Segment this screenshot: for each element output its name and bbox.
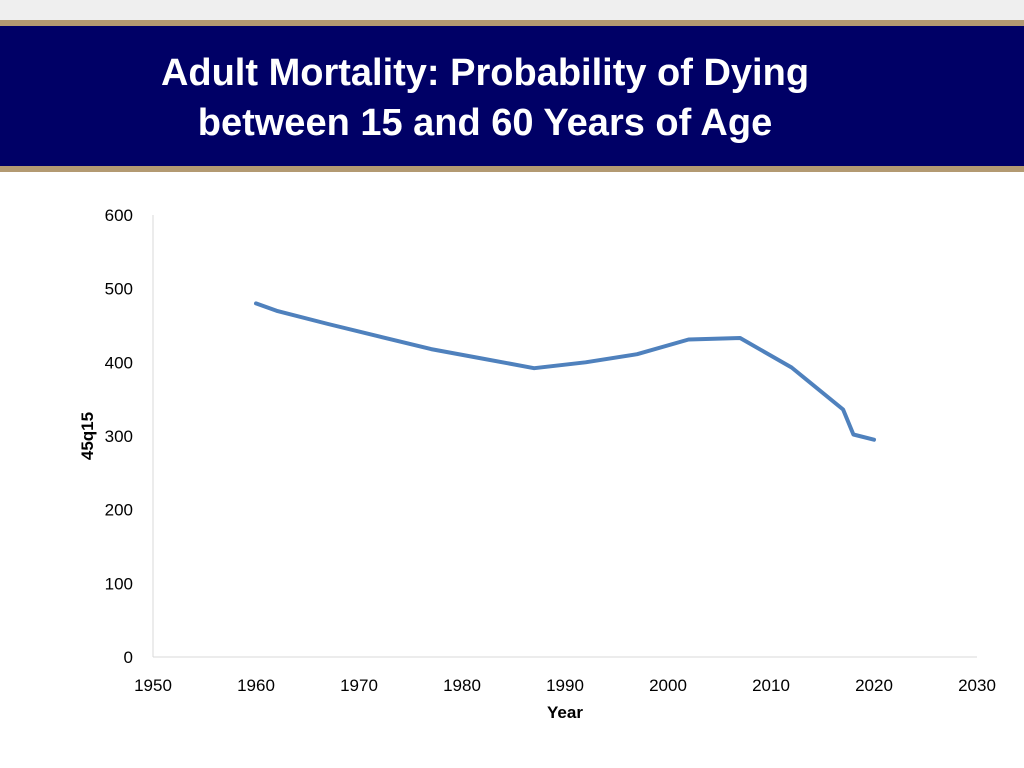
series-line bbox=[256, 303, 874, 439]
x-axis-title: Year bbox=[547, 703, 583, 722]
chart-ticks bbox=[105, 206, 996, 695]
x-tick-label: 2000 bbox=[649, 676, 687, 695]
y-tick-label: 300 bbox=[104, 427, 133, 446]
x-tick-label: 1960 bbox=[237, 676, 275, 695]
x-tick-label: 1950 bbox=[134, 676, 172, 695]
x-tick-label: 1980 bbox=[443, 676, 481, 695]
y-tick-label: 600 bbox=[104, 206, 133, 225]
y-tick-label: 0 bbox=[123, 648, 133, 667]
x-tick-label: 2030 bbox=[958, 676, 996, 695]
chart-series bbox=[256, 303, 874, 439]
y-tick-label: 200 bbox=[104, 500, 133, 520]
slide-title: Adult Mortality: Probability of Dying between 15 and 60 Years of Age bbox=[160, 52, 810, 144]
x-tick-label: 1970 bbox=[340, 676, 378, 695]
y-axis-title: 45q15 bbox=[78, 411, 97, 461]
y-tick-label: 500 bbox=[104, 279, 133, 299]
y-tick-label: 400 bbox=[104, 353, 133, 373]
x-tick-label: 2010 bbox=[752, 676, 790, 695]
y-tick-label: 100 bbox=[104, 574, 133, 594]
x-tick-label: 2020 bbox=[855, 676, 893, 695]
x-tick-label: 1990 bbox=[546, 676, 584, 695]
